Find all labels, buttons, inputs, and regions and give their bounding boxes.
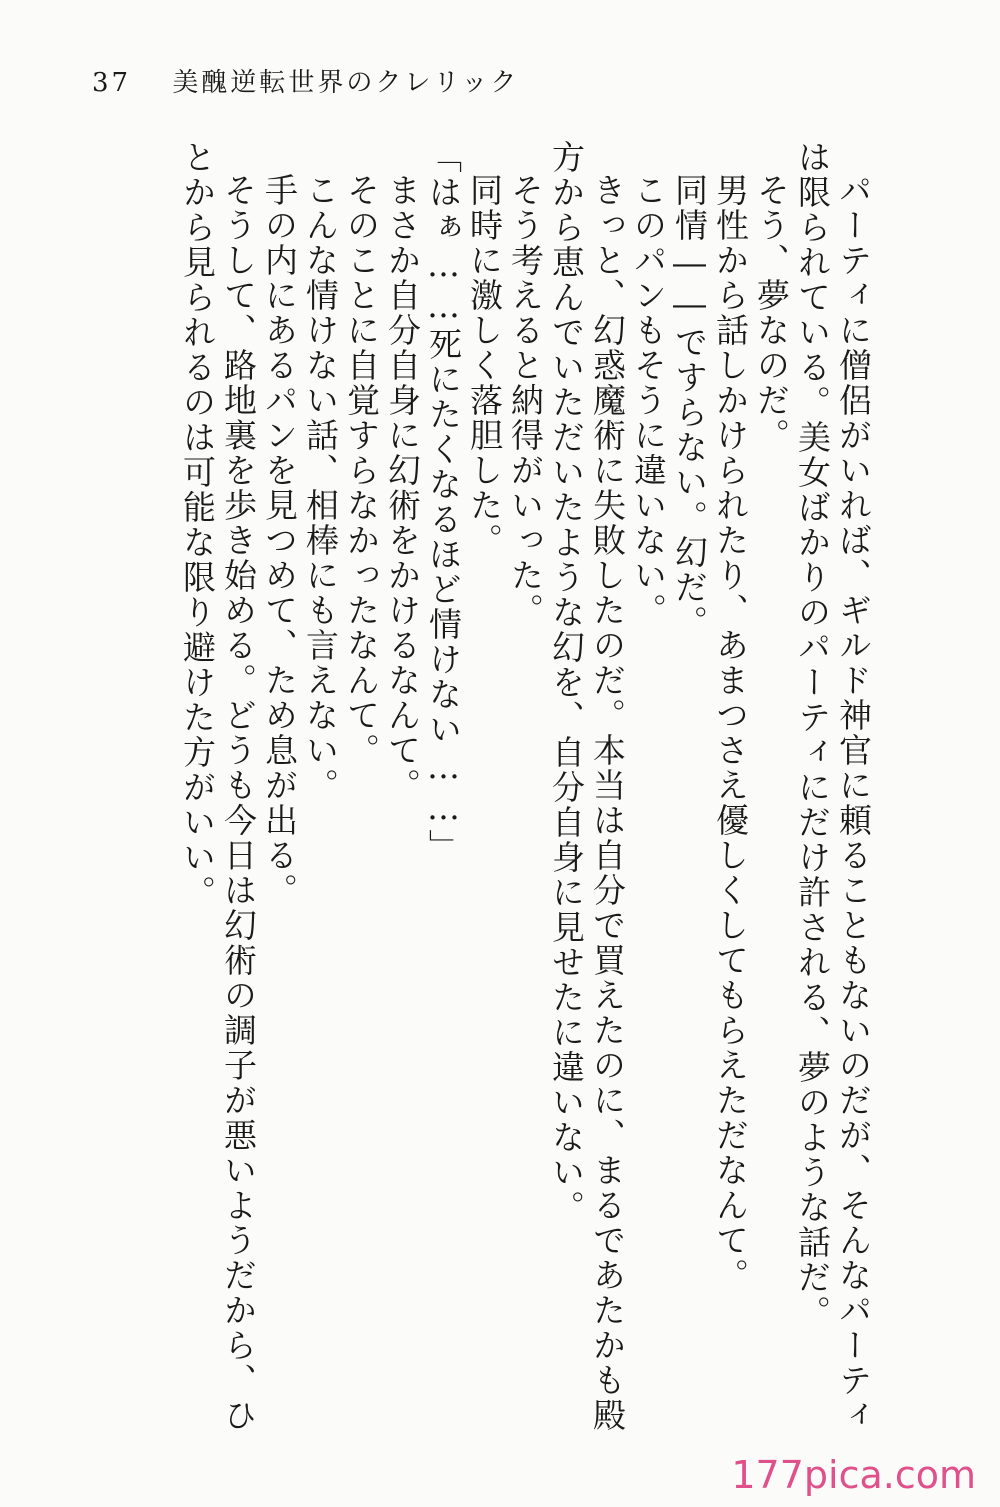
dialogue-line: 「はぁ……死にたくなるほど情けない……」 bbox=[424, 140, 463, 864]
paragraph: 同時に激しく落胆した。 bbox=[465, 173, 504, 558]
running-header bbox=[92, 62, 519, 99]
page-number: 37 bbox=[92, 68, 132, 98]
paragraph: 手の内にあるパンを見つめて、ため息が出る。 bbox=[260, 173, 299, 908]
paragraph: このパンもそうに違いない。 bbox=[629, 173, 668, 628]
book-title: 美醜逆転世界のクレリック bbox=[172, 68, 520, 98]
body-text bbox=[177, 140, 874, 1440]
paragraph: こんな情けない話、相棒にも言えない。 bbox=[301, 173, 340, 803]
paragraph: そうして、路地裏を歩き始める。どうも今日は幻術の調子が悪いようだから、ひとから見られるのは可能な限り避けた方がいい。 bbox=[178, 140, 258, 1433]
paragraph: 同情――ですらない。幻だ。 bbox=[670, 173, 709, 640]
site-watermark: 177pica.com bbox=[731, 1453, 976, 1497]
paragraph: そのことに自覚すらなかったなんて。 bbox=[342, 173, 381, 768]
paragraph: きっと、幻惑魔術に失敗したのだ。本当は自分で買えたのに、まるであたかも殿方から恵んでいただいたような幻を、自分自身に見せたに違いない。 bbox=[547, 140, 627, 1433]
paragraph: そう考えると納得がいった。 bbox=[506, 173, 545, 628]
paragraph: まさか自分自身に幻術をかけるなんて。 bbox=[383, 173, 422, 803]
paragraph: パーティに僧侶がいれば、ギルド神官に頼ることもないのだが、そんなパーティは限られている。美女ばかりのパーティにだけ許される、夢のような話だ。 bbox=[793, 140, 873, 1433]
paragraph: そう、夢なのだ。 bbox=[752, 173, 791, 453]
paragraph: 男性から話しかけられたり、あまつさえ優しくしてもらえただなんて。 bbox=[711, 173, 750, 1293]
